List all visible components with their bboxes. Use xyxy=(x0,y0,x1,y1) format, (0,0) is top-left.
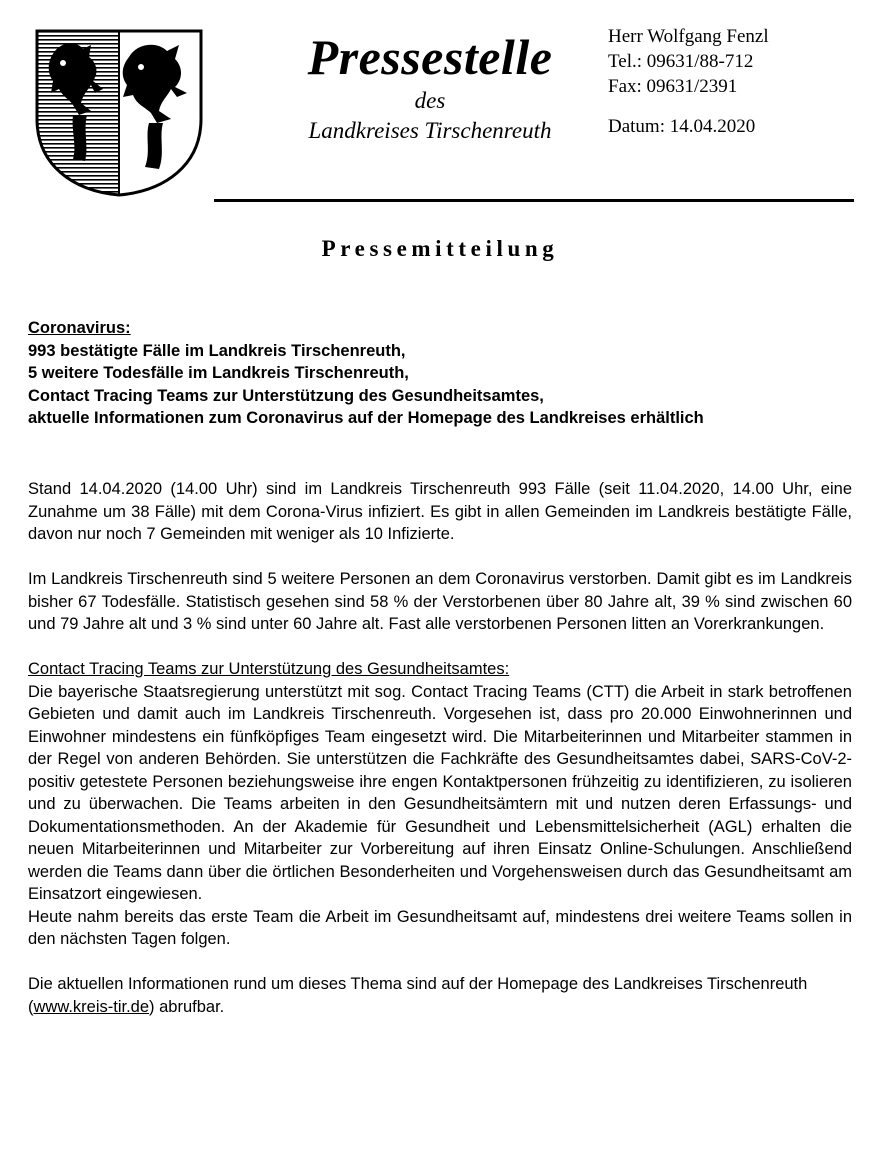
headline-line: 5 weitere Todesfälle im Landkreis Tirschenreuth, xyxy=(28,364,409,382)
coat-of-arms-logo xyxy=(33,27,205,199)
paragraph-homepage xyxy=(28,973,852,1018)
headline-line: 993 bestätigte Fälle im Landkreis Tirschenreuth, xyxy=(28,341,406,360)
headlines xyxy=(28,317,878,430)
headline-line: Contact Tracing Teams zur Unterstützung des Gesundheitsamtes, xyxy=(28,386,544,405)
document-title: Pressemitteilung xyxy=(321,236,559,261)
body-text xyxy=(28,478,852,1018)
homepage-text-start: Die aktuellen Informationen rund um dieses Thema sind auf der Homepage des Landkreises Tirschenreuth ( xyxy=(28,975,808,1016)
headline-line: aktuelle Informationen zum Coronavirus auf der Homepage des Landkreises erhältlich xyxy=(28,409,704,427)
paragraph-first-team: Heute nahm bereits das erste Team die Arbeit im Gesundheitsamt auf, mindestens drei weitere Teams sollen in den nächsten Tagen folgen. xyxy=(28,907,852,948)
press-office-title xyxy=(240,28,620,146)
header-divider xyxy=(214,199,854,202)
paragraph-cases: Stand 14.04.2020 (14.00 Uhr) sind im Landkreis Tirschenreuth 993 Fälle (seit 11.04.2020, 14.00 Uhr, eine Zunahme um 38 Fälle) mit dem Corona-Virus infiziert. Es gibt in allen Gemeinden im Landkreis bestätigte Fälle, davon nur noch 7 Gemeinden mit weniger als 10 Infizierte. xyxy=(28,480,852,543)
contact-name: Herr Wolfgang Fenzl xyxy=(608,26,769,47)
office-name: Pressestelle xyxy=(307,29,553,85)
office-des: des xyxy=(414,88,446,113)
office-district: Landkreises Tirschenreuth xyxy=(308,118,552,143)
contact-tel: Tel.: 09631/88-712 xyxy=(608,51,754,72)
contact-fax: Fax: 09631/2391 xyxy=(608,76,738,97)
paragraph-contact-tracing: Die bayerische Staatsregierung unterstützt mit sog. Contact Tracing Teams (CTT) die Arbeit in stark betroffenen Gebieten und damit auch im Landkreis Tirschenreuth. Vorgesehen ist, dass pro 20.000 Einwohnerinnen und Einwohner mindestens ein fünfköpfiges Team eingesetzt wird. Die Mitarbeiterinnen und Mitarbeiter stammen in der Regel von anderen Behörden. Sie unterstützen die Fachkräfte des Gesundheitsamtes dabei, SARS-CoV-2-positiv getestete Personen beziehungsweise ihre engen Kontaktpersonen frühzeitig zu identifizieren, zu isolieren und zu überwachen. Die Teams arbeiten in den Gesundheitsämtern mit und nutzen deren Erfassungs- und Dokumentationsmethoden. An der Akademie für Gesundheit und Lebensmittelsicherheit (AGL) erhalten die neuen Mitarbeiterinnen und Mitarbeiter zur Vorbereitung auf ihren Einsatz Online-Schulungen. Anschließend werden die Teams dann über die örtlichen Besonderheiten und Vorgehensweisen durch das Gesundheitsamt am Einsatzort eingewiesen. xyxy=(28,682,852,903)
contact-block xyxy=(608,24,878,139)
paragraph-deaths: Im Landkreis Tirschenreuth sind 5 weitere Personen an dem Coronavirus verstorben. Damit gibt es im Landkreis bisher 67 Todesfälle. Statistisch gesehen sind 58 % der Verstorbenen über 80 Jahre alt, 39 % sind zwischen 60 und 79 Jahre alt und 3 % sind unter 60 Jahre alt. Fast alle verstorbenen Personen litten an Vorerkrankungen. xyxy=(28,570,852,633)
release-date: Datum: 14.04.2020 xyxy=(608,116,756,137)
headline-topic: Coronavirus: xyxy=(28,319,131,337)
homepage-link[interactable]: www.kreis-tir.de xyxy=(33,997,150,1016)
homepage-text-end: ) abrufbar. xyxy=(149,997,225,1016)
subheading-contact-tracing: Contact Tracing Teams zur Unterstützung des Gesundheitsamtes: xyxy=(28,660,510,678)
